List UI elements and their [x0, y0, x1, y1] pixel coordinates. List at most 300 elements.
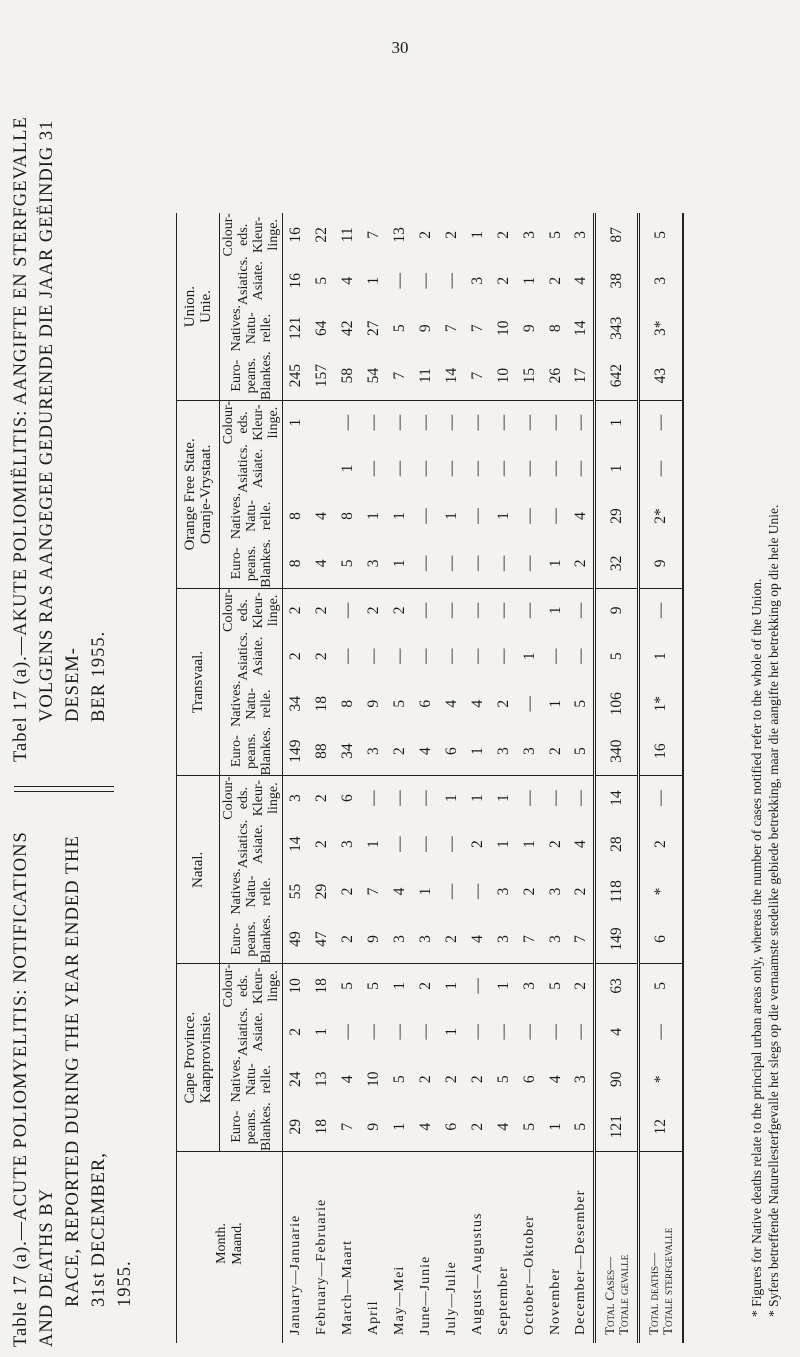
race-header — [220, 632, 283, 681]
table-cell — [517, 776, 543, 820]
cell-value: 4 — [546, 1075, 564, 1084]
table-cell — [413, 400, 439, 444]
cell-value: — — [468, 460, 486, 477]
race-label: eds. — [236, 411, 251, 434]
cell-value: — — [571, 790, 589, 806]
cell-value: — — [468, 1024, 486, 1040]
cell-value: — — [442, 648, 460, 665]
cell-value: 10 — [286, 978, 304, 994]
cell-value: 2 — [494, 230, 512, 239]
cell-value: 1 — [607, 464, 625, 473]
title-af-line-3: BER 1955. — [89, 630, 109, 722]
table-cell — [387, 444, 413, 493]
race-label: Asiate. — [251, 636, 266, 676]
race-label: Kleur- — [251, 404, 266, 441]
table-cell — [361, 305, 387, 351]
cell-value: 121 — [607, 1115, 625, 1139]
table-row — [335, 213, 361, 1343]
cell-value: 2 — [364, 606, 382, 615]
table-cell — [465, 351, 491, 400]
cell-value: 14 — [571, 320, 589, 336]
cell-value: 4 — [571, 840, 589, 848]
cell-value: 1 — [338, 464, 356, 473]
table-cell — [517, 915, 543, 964]
table-cell — [595, 1102, 639, 1151]
cell-value: 1 — [442, 982, 460, 990]
total_cases-label — [595, 1152, 639, 1344]
cell-value: 34 — [286, 695, 304, 712]
table-cell — [639, 820, 683, 869]
table-cell — [361, 1056, 387, 1102]
cell-value: 9 — [364, 699, 382, 708]
table-cell — [309, 444, 335, 493]
cell-value: — — [651, 790, 669, 806]
cell-value: 1 — [286, 418, 304, 427]
table-cell — [543, 213, 569, 256]
table-cell — [595, 213, 639, 256]
cell-value: 1 — [520, 276, 538, 285]
cell-value: 5 — [312, 276, 330, 285]
race-label: Asiatics. — [236, 444, 251, 493]
table-row — [491, 213, 517, 1343]
cell-value: 7 — [364, 230, 382, 239]
table-cell — [413, 305, 439, 351]
month-label: February—Februarie — [309, 1152, 335, 1344]
month-label: May—Mei — [387, 1152, 413, 1344]
cell-value: 3 — [338, 840, 356, 848]
race-label: eds. — [236, 223, 251, 246]
cell-value: 1 — [520, 652, 538, 661]
table-cell — [569, 493, 595, 539]
table-cell — [543, 400, 569, 444]
cell-value: 5 — [390, 699, 408, 708]
table-cell — [361, 493, 387, 539]
race-label: peans. — [243, 1109, 259, 1145]
table-cell — [413, 1008, 439, 1057]
cell-value: — — [520, 508, 538, 524]
cell-value: 1 — [494, 840, 512, 848]
table-cell — [439, 400, 465, 444]
cell-value: 4 — [571, 276, 589, 285]
table-cell — [639, 964, 683, 1008]
table-cell — [283, 776, 309, 820]
province-name: Union. — [182, 285, 198, 328]
cell-value: 7 — [364, 887, 382, 896]
table-cell — [465, 1102, 491, 1151]
table-cell — [439, 915, 465, 964]
table-cell — [543, 868, 569, 914]
table-cell — [309, 351, 335, 400]
table-cell — [543, 493, 569, 539]
table-cell — [439, 820, 465, 869]
race-header — [220, 400, 283, 444]
table-cell — [569, 1056, 595, 1102]
table-cell — [283, 588, 309, 632]
race-label: Natives. — [228, 680, 244, 727]
cell-value: 5 — [571, 1122, 589, 1131]
cell-value: 1 — [364, 840, 382, 848]
table-cell — [491, 588, 517, 632]
table-cell — [569, 256, 595, 305]
table-cell — [335, 1102, 361, 1151]
total_cases-row — [595, 213, 639, 1343]
cell-value: — — [520, 555, 538, 572]
table-cell — [517, 351, 543, 400]
table-cell — [595, 400, 639, 444]
title-divider — [14, 791, 114, 792]
table-cell — [335, 868, 361, 914]
cell-value: — — [571, 648, 589, 665]
cell-value: — — [442, 602, 460, 619]
race-label: Blankes. — [258, 914, 274, 964]
table-cell — [309, 681, 335, 727]
cell-value: — — [571, 602, 589, 619]
table-cell — [517, 493, 543, 539]
table-cell — [491, 351, 517, 400]
cell-value: 642 — [607, 364, 625, 388]
cell-value: 121 — [286, 316, 304, 340]
table-cell — [413, 256, 439, 305]
month-label: October—Oktober — [517, 1152, 543, 1344]
race-label: linge. — [266, 970, 281, 1002]
cell-value: — — [468, 508, 486, 524]
table-cell — [413, 727, 439, 776]
race-label: Asiatics. — [236, 1007, 251, 1057]
province-name-af: Oranje-Vrystaat. — [198, 444, 214, 545]
province-name: Orange Free State. — [182, 438, 198, 551]
table-cell — [387, 915, 413, 964]
title-divider — [14, 786, 114, 787]
cell-value: — — [520, 414, 538, 431]
table-cell — [335, 820, 361, 869]
cell-value: 1 — [494, 512, 512, 520]
table-cell — [517, 400, 543, 444]
title-af-line-2: VOLGENS RAS AANGEGEE GEDURENDE DIE JAAR GEËINDIG 31 DESEM- — [37, 119, 83, 722]
table-cell — [439, 493, 465, 539]
cell-value: 4 — [312, 559, 330, 568]
table-cell — [491, 915, 517, 964]
table-cell — [309, 776, 335, 820]
table-cell — [517, 868, 543, 914]
table-cell — [517, 1008, 543, 1057]
cell-value: 47 — [312, 931, 330, 947]
table-cell — [439, 1008, 465, 1057]
table-cell — [335, 632, 361, 681]
table-cell — [387, 256, 413, 305]
cell-value: 87 — [607, 227, 625, 243]
table-cell — [465, 868, 491, 914]
cell-value: — — [651, 414, 669, 431]
table-cell — [595, 588, 639, 632]
cell-value: — — [571, 460, 589, 477]
cell-value: — — [520, 460, 538, 477]
cell-value: 27 — [364, 320, 382, 336]
cell-value: — — [390, 1024, 408, 1040]
race-header — [220, 493, 283, 539]
cell-value: 1 — [416, 887, 434, 896]
cell-value: 2 — [286, 1027, 304, 1036]
cell-value: 149 — [286, 739, 304, 763]
table-cell — [517, 539, 543, 588]
cell-value: 7 — [390, 371, 408, 380]
table-cell — [491, 776, 517, 820]
cell-value: — — [416, 460, 434, 477]
cell-value: — — [494, 460, 512, 477]
province-name: Transvaal. — [190, 650, 206, 714]
table-cell — [465, 305, 491, 351]
table-cell — [413, 776, 439, 820]
cell-value: 2 — [494, 276, 512, 285]
table-cell — [639, 727, 683, 776]
table-cell — [413, 213, 439, 256]
cell-value: 18 — [312, 695, 330, 712]
table-cell — [543, 1102, 569, 1151]
cell-value: 10 — [494, 367, 512, 384]
race-label: Kleur- — [251, 779, 266, 817]
race-label: linge. — [266, 406, 281, 439]
table-cell — [639, 400, 683, 444]
table-cell — [309, 820, 335, 869]
cell-value: 2 — [494, 699, 512, 708]
race-header — [220, 776, 283, 820]
cell-value: 34 — [338, 743, 356, 759]
table-cell — [413, 1056, 439, 1102]
cell-value: 4 — [416, 747, 434, 756]
race-label: Asiatics. — [236, 256, 251, 306]
race-label: relle. — [258, 877, 274, 906]
cell-value: 3 — [546, 887, 564, 896]
table-cell — [413, 681, 439, 727]
cell-value: 2 — [468, 1075, 486, 1084]
total_deaths-label — [639, 1152, 683, 1344]
table-cell — [543, 305, 569, 351]
cell-value: 2 — [416, 230, 434, 239]
table-cell — [335, 588, 361, 632]
cell-value: 4 — [494, 1122, 512, 1131]
table-cell — [543, 681, 569, 727]
table-cell — [465, 820, 491, 869]
race-label: Colour- — [221, 776, 236, 820]
cell-value: 2 — [286, 606, 304, 615]
cell-value: 5 — [338, 559, 356, 568]
table-cell — [387, 681, 413, 727]
cell-value: — — [651, 1024, 669, 1040]
race-header — [220, 444, 283, 493]
cell-value: — — [442, 414, 460, 431]
table-cell — [491, 964, 517, 1008]
table-cell — [595, 351, 639, 400]
cell-value: 4 — [607, 1027, 625, 1036]
cell-value: 5 — [494, 1075, 512, 1084]
table-cell — [569, 820, 595, 869]
cell-value: 2 — [468, 1122, 486, 1131]
table-row — [387, 213, 413, 1343]
total_deaths-label-text: Totale sterfgevalle — [659, 1227, 675, 1335]
race-header — [220, 256, 283, 305]
cell-value: 1* — [651, 695, 669, 712]
table-cell — [517, 444, 543, 493]
cell-value: 9 — [364, 935, 382, 943]
table-cell — [283, 351, 309, 400]
table-cell — [439, 632, 465, 681]
cell-value: 5 — [607, 652, 625, 661]
total_deaths-label-text: Total deaths— — [645, 1253, 661, 1335]
cell-value: 7 — [442, 324, 460, 333]
cell-value: 3 — [286, 794, 304, 802]
table-cell — [543, 776, 569, 820]
race-label: Blankes. — [258, 351, 274, 400]
cell-value: 55 — [286, 883, 304, 900]
province-header — [177, 400, 220, 588]
table-cell — [569, 539, 595, 588]
cell-value: 3 — [651, 276, 669, 285]
table-cell — [283, 868, 309, 914]
cell-value: 2 — [312, 652, 330, 661]
race-label: relle. — [258, 689, 274, 718]
table-cell — [439, 776, 465, 820]
cell-value: 1 — [364, 512, 382, 520]
table-cell — [413, 1102, 439, 1151]
table-cell — [639, 351, 683, 400]
race-header — [220, 1102, 283, 1151]
cell-value: 3 — [520, 982, 538, 990]
cell-value: 15 — [520, 367, 538, 384]
province-header — [177, 213, 220, 400]
cell-value: — — [442, 555, 460, 572]
table-cell — [595, 1056, 639, 1102]
table-cell — [387, 727, 413, 776]
cell-value: 3* — [651, 320, 669, 336]
table-cell — [335, 400, 361, 444]
cell-value: 2 — [312, 794, 330, 802]
cell-value: — — [390, 273, 408, 289]
cell-value: 3 — [364, 559, 382, 568]
cell-value: 8 — [286, 559, 304, 568]
table-cell — [639, 1008, 683, 1057]
cell-value: — — [442, 836, 460, 852]
table-cell — [543, 1056, 569, 1102]
table-cell — [439, 1056, 465, 1102]
table-cell — [639, 915, 683, 964]
table-cell — [639, 539, 683, 588]
table-cell — [413, 539, 439, 588]
cell-value: 1 — [364, 276, 382, 285]
cell-value: 10 — [494, 320, 512, 336]
cell-value: 3 — [364, 747, 382, 756]
month-label: September — [491, 1152, 517, 1344]
cell-value: 24 — [286, 1071, 304, 1088]
table-cell — [465, 400, 491, 444]
table-cell — [491, 1102, 517, 1151]
table-cell — [569, 915, 595, 964]
cell-value: — — [546, 460, 564, 477]
table-cell — [283, 1008, 309, 1057]
table-cell — [491, 493, 517, 539]
table-cell — [639, 588, 683, 632]
poliomyelitis-table — [176, 213, 684, 1343]
table-row — [517, 213, 543, 1343]
cell-value: 7 — [468, 371, 486, 380]
total_cases-label-text: Totale gevalle — [615, 1254, 631, 1335]
cell-value: 2 — [286, 652, 304, 661]
table-cell — [491, 868, 517, 914]
table-cell — [517, 1056, 543, 1102]
cell-value: — — [546, 508, 564, 524]
table-cell — [465, 256, 491, 305]
cell-value: 9 — [651, 559, 669, 568]
cell-value: 2 — [651, 840, 669, 848]
race-label: Natu- — [243, 687, 259, 720]
cell-value: 2 — [571, 559, 589, 568]
cell-value: 63 — [607, 978, 625, 994]
title-english — [8, 807, 138, 1347]
table-cell — [465, 681, 491, 727]
table-cell — [543, 632, 569, 681]
table-cell — [309, 493, 335, 539]
table-cell — [439, 868, 465, 914]
cell-value: 106 — [607, 692, 625, 716]
cell-value: 26 — [546, 367, 564, 384]
cell-value: — — [416, 836, 434, 852]
cell-value: — — [468, 414, 486, 431]
table-cell — [639, 632, 683, 681]
table-cell — [283, 256, 309, 305]
province-name-af: Kaapprovinsie. — [198, 1012, 214, 1104]
cell-value: — — [416, 508, 434, 524]
cell-value: — — [338, 1024, 356, 1040]
cell-value: 14 — [286, 836, 304, 852]
race-label: Natives. — [228, 868, 244, 915]
cell-value: 1 — [520, 840, 538, 848]
table-cell — [639, 493, 683, 539]
cell-value: 4 — [571, 512, 589, 520]
cell-value: 29 — [312, 883, 330, 900]
table-cell — [639, 256, 683, 305]
table-cell — [387, 351, 413, 400]
cell-value: 5 — [364, 982, 382, 990]
cell-value: 2 — [416, 982, 434, 990]
table-cell — [465, 915, 491, 964]
cell-value: — — [468, 648, 486, 665]
cell-value: 13 — [390, 227, 408, 243]
cell-value: — — [494, 648, 512, 665]
footnote-afrikaans: * Syfers betreffende Naturellesterfgevalle het slegs op die vernaamste stedelike gebiede betrekking, maar die aangifte het betrekking op die hele Unie. — [766, 504, 781, 1317]
table-cell — [387, 539, 413, 588]
table-cell — [283, 820, 309, 869]
table-cell — [491, 213, 517, 256]
cell-value: 64 — [312, 320, 330, 336]
table-cell — [491, 539, 517, 588]
table-cell — [543, 1008, 569, 1057]
table-cell — [465, 964, 491, 1008]
table-cell — [595, 444, 639, 493]
table-cell — [413, 964, 439, 1008]
table-cell — [439, 681, 465, 727]
cell-value: — — [546, 1024, 564, 1040]
table-cell — [335, 351, 361, 400]
table-cell — [387, 776, 413, 820]
cell-value: 4 — [442, 699, 460, 708]
total_deaths-row — [639, 213, 683, 1343]
table-cell — [569, 681, 595, 727]
cell-value: — — [442, 273, 460, 289]
table-cell — [361, 681, 387, 727]
race-label: Colour- — [221, 964, 236, 1008]
cell-value: 38 — [607, 273, 625, 289]
table-cell — [413, 868, 439, 914]
cell-value: — — [494, 555, 512, 572]
race-label: peans. — [243, 357, 259, 394]
